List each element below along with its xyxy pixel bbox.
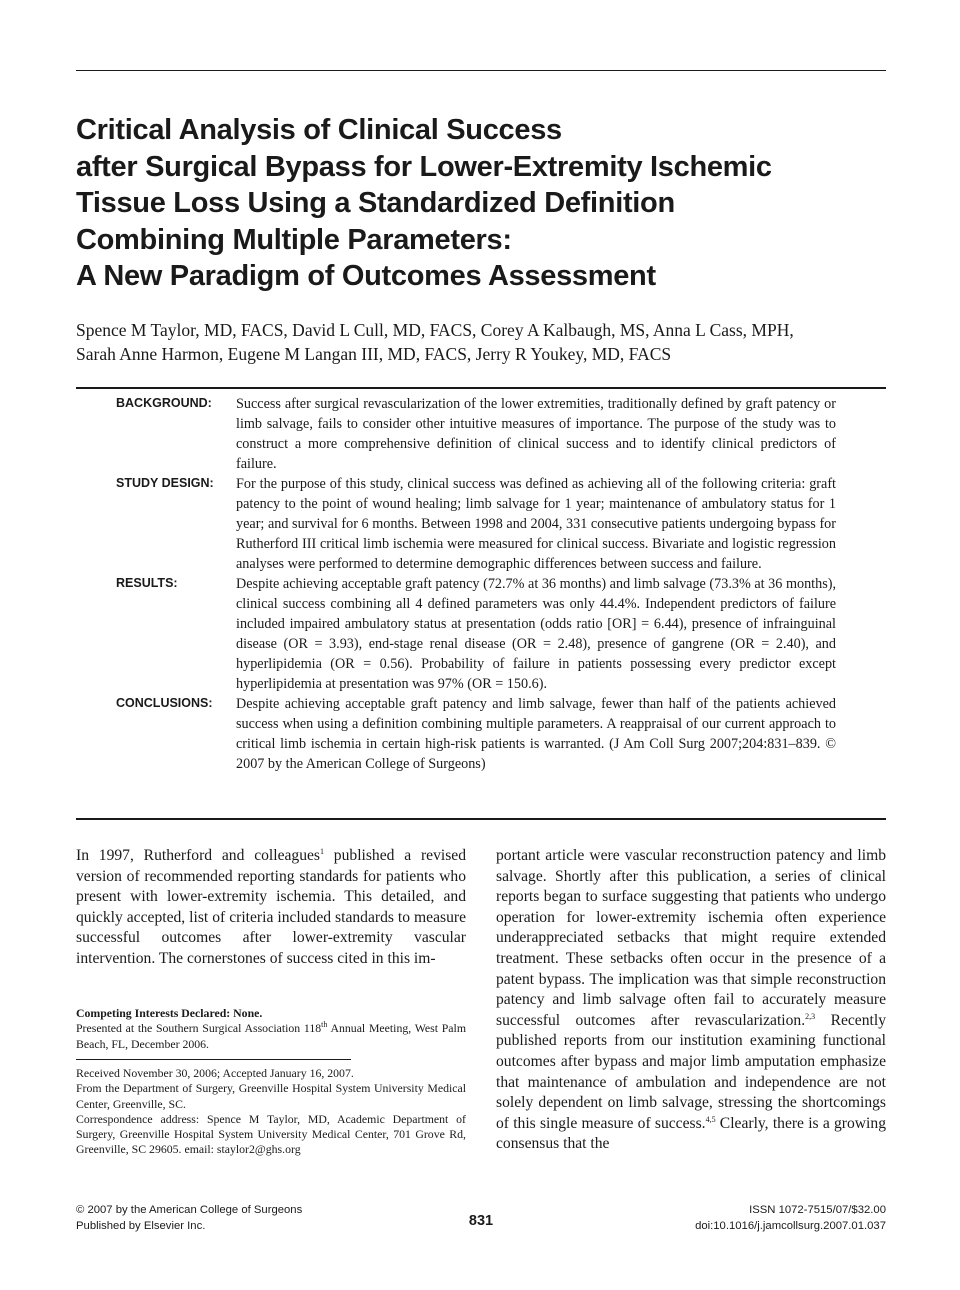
- body-text: In 1997, Rutherford and colleagues: [76, 847, 321, 864]
- abstract-conclusions: [76, 694, 886, 774]
- abstract-study-design: [76, 474, 886, 574]
- section-text: Success after surgical revascularization of the lower extremities, traditionally defined by graft patency or limb salvage, fails to consider other intuitive measures of importance. The purpose of the study was to construct a more comprehensive definition of clinical success and to identify clinical predictors of failure.: [236, 396, 836, 472]
- publisher: Published by Elsevier Inc.: [76, 1220, 206, 1232]
- title-line: Combining Multiple Parameters:: [76, 223, 512, 256]
- title-line: after Surgical Bypass for Lower-Extremity Ischemic: [76, 150, 772, 183]
- affiliation: From the Department of Surgery, Greenville Hospital System University Medical Center, Greenville, SC.: [76, 1081, 466, 1111]
- article-title: [76, 112, 886, 295]
- title-line: Tissue Loss Using a Standardized Definition: [76, 187, 675, 219]
- author-line: Sarah Anne Harmon, Eugene M Langan III, MD, FACS, Jerry R Youkey, MD, FACS: [76, 344, 672, 364]
- article-metadata-notes: [76, 1066, 466, 1158]
- citation[interactable]: 1: [320, 846, 325, 856]
- author-list: [76, 318, 886, 366]
- body-text: portant article were vascular reconstruction patency and limb salvage. Shortly after this publication, a series of clinical reports began to surface suggesting that patients who undergo operation for lower-extremity ischemia often experience underappreciated setbacks that might require extended treatment. These setbacks often occur in the presence of a patent bypass. The implication was that simple reconstruction patency and limb salvage often fail to accurately measure successful outcomes after revascularization.: [496, 847, 886, 1029]
- section-label: RESULTS:: [116, 576, 178, 590]
- section-text: Despite achieving acceptable graft patency and limb salvage, fewer than half of the patients achieved success when using a definition combining multiple parameters. A reappraisal of our current approach to critical limb ischemia in certain high-risk patients is warranted. (J Am Coll Surg 2007;204:831–839. © 2007 by the American College of Surgeons): [236, 696, 836, 772]
- author-line: Spence M Taylor, MD, FACS, David L Cull, MD, FACS, Corey A Kalbaugh, MS, Anna L Cass, MPH,: [76, 320, 794, 340]
- received-date: Received November 30, 2006; Accepted January 16, 2007.: [76, 1066, 354, 1080]
- citation[interactable]: 2,3: [805, 1011, 816, 1021]
- body-text: published a revised version of recommended reporting standards for patients who present with lower-extremity ischemia. This detailed, and quickly accepted, list of criteria included standards to measure successful outcomes after lower-extremity vascular intervention. The cornerstones of success cited in this im-: [76, 847, 466, 967]
- title-line: Critical Analysis of Clinical Success: [76, 114, 562, 146]
- section-label: CONCLUSIONS:: [116, 696, 213, 710]
- body-column-left: [76, 846, 466, 970]
- body-column-right: [496, 846, 886, 1155]
- article-page: [76, 0, 886, 1290]
- abstract: [76, 394, 886, 774]
- citation[interactable]: 4,5: [705, 1114, 716, 1124]
- abstract-background: [76, 394, 886, 474]
- abstract-results: [76, 574, 886, 694]
- body-text: Recently published reports from our institution examining functional outcomes after bypass and major limb amputation emphasize that maintenance of ambulation and independence are not solely dependent on limb salvage, stressing the shortcomings of this single measure of success.: [496, 1011, 886, 1132]
- ordinal-suffix: th: [321, 1020, 328, 1030]
- presented-text: Presented at the Southern Surgical Association 118: [76, 1021, 322, 1036]
- section-label: STUDY DESIGN:: [116, 476, 214, 490]
- section-text: Despite achieving acceptable graft patency (72.7% at 36 months) and limb salvage (73.3% at 36 months), clinical success combining all 4 defined parameters was only 44.4%. Independent predictors of failure included impaired ambulatory status at presentation (odds ratio [OR] = 6.44), presence of infrainguinal disease (OR = 3.93), end-stage renal disease (OR = 2.48), presence of gangrene (OR = 2.40), and hyperlipidemia (OR = 0.56). Probability of failure in patients possessing every predictor except hyperlipidemia at presentation was 97% (OR = 150.6).: [236, 576, 836, 692]
- page-number: 831: [468, 1213, 494, 1229]
- section-text: For the purpose of this study, clinical success was defined as achieving all of the following criteria: graft patency to the point of wound healing; limb salvage for 1 year; maintenance of ambulatory status for 1 year; and survival for 6 months. Between 1998 and 2004, 331 consecutive patients undergoing bypass for Rutherford III critical limb ischemia were measured for clinical success. Bivariate and logistic regression analyses were performed to determine demographic differences between success and failure.: [236, 476, 836, 572]
- footer-right: [695, 1202, 886, 1234]
- abstract-top-rule: [76, 387, 886, 389]
- section-label: BACKGROUND:: [116, 396, 212, 410]
- title-line: A New Paradigm of Outcomes Assessment: [76, 260, 656, 292]
- abstract-bottom-rule: [76, 818, 886, 820]
- competing-interests-note: [76, 1006, 466, 1052]
- top-rule: [76, 70, 886, 71]
- competing-interests: Competing Interests Declared: None.: [76, 1006, 263, 1020]
- body-text: Clearly, there is a growing consensus that the: [496, 1114, 886, 1153]
- footnote-divider: [76, 1059, 351, 1060]
- copyright: © 2007 by the American College of Surgeons: [76, 1204, 303, 1216]
- doi[interactable]: doi:10.1016/j.jamcollsurg.2007.01.037: [695, 1220, 886, 1232]
- presented-note: [76, 1021, 466, 1052]
- correspondence-address: Correspondence address: Spence M Taylor, MD, Academic Department of Surgery, Greenville Hospital System University Medical Center, 701 Grove Rd, Greenville, SC 29605. email: staylor2@ghs.org: [76, 1111, 466, 1157]
- presented-text: Annual Meeting, West Palm Beach, FL, December 2006.: [76, 1021, 466, 1051]
- issn: ISSN 1072-7515/07/$32.00: [749, 1204, 886, 1216]
